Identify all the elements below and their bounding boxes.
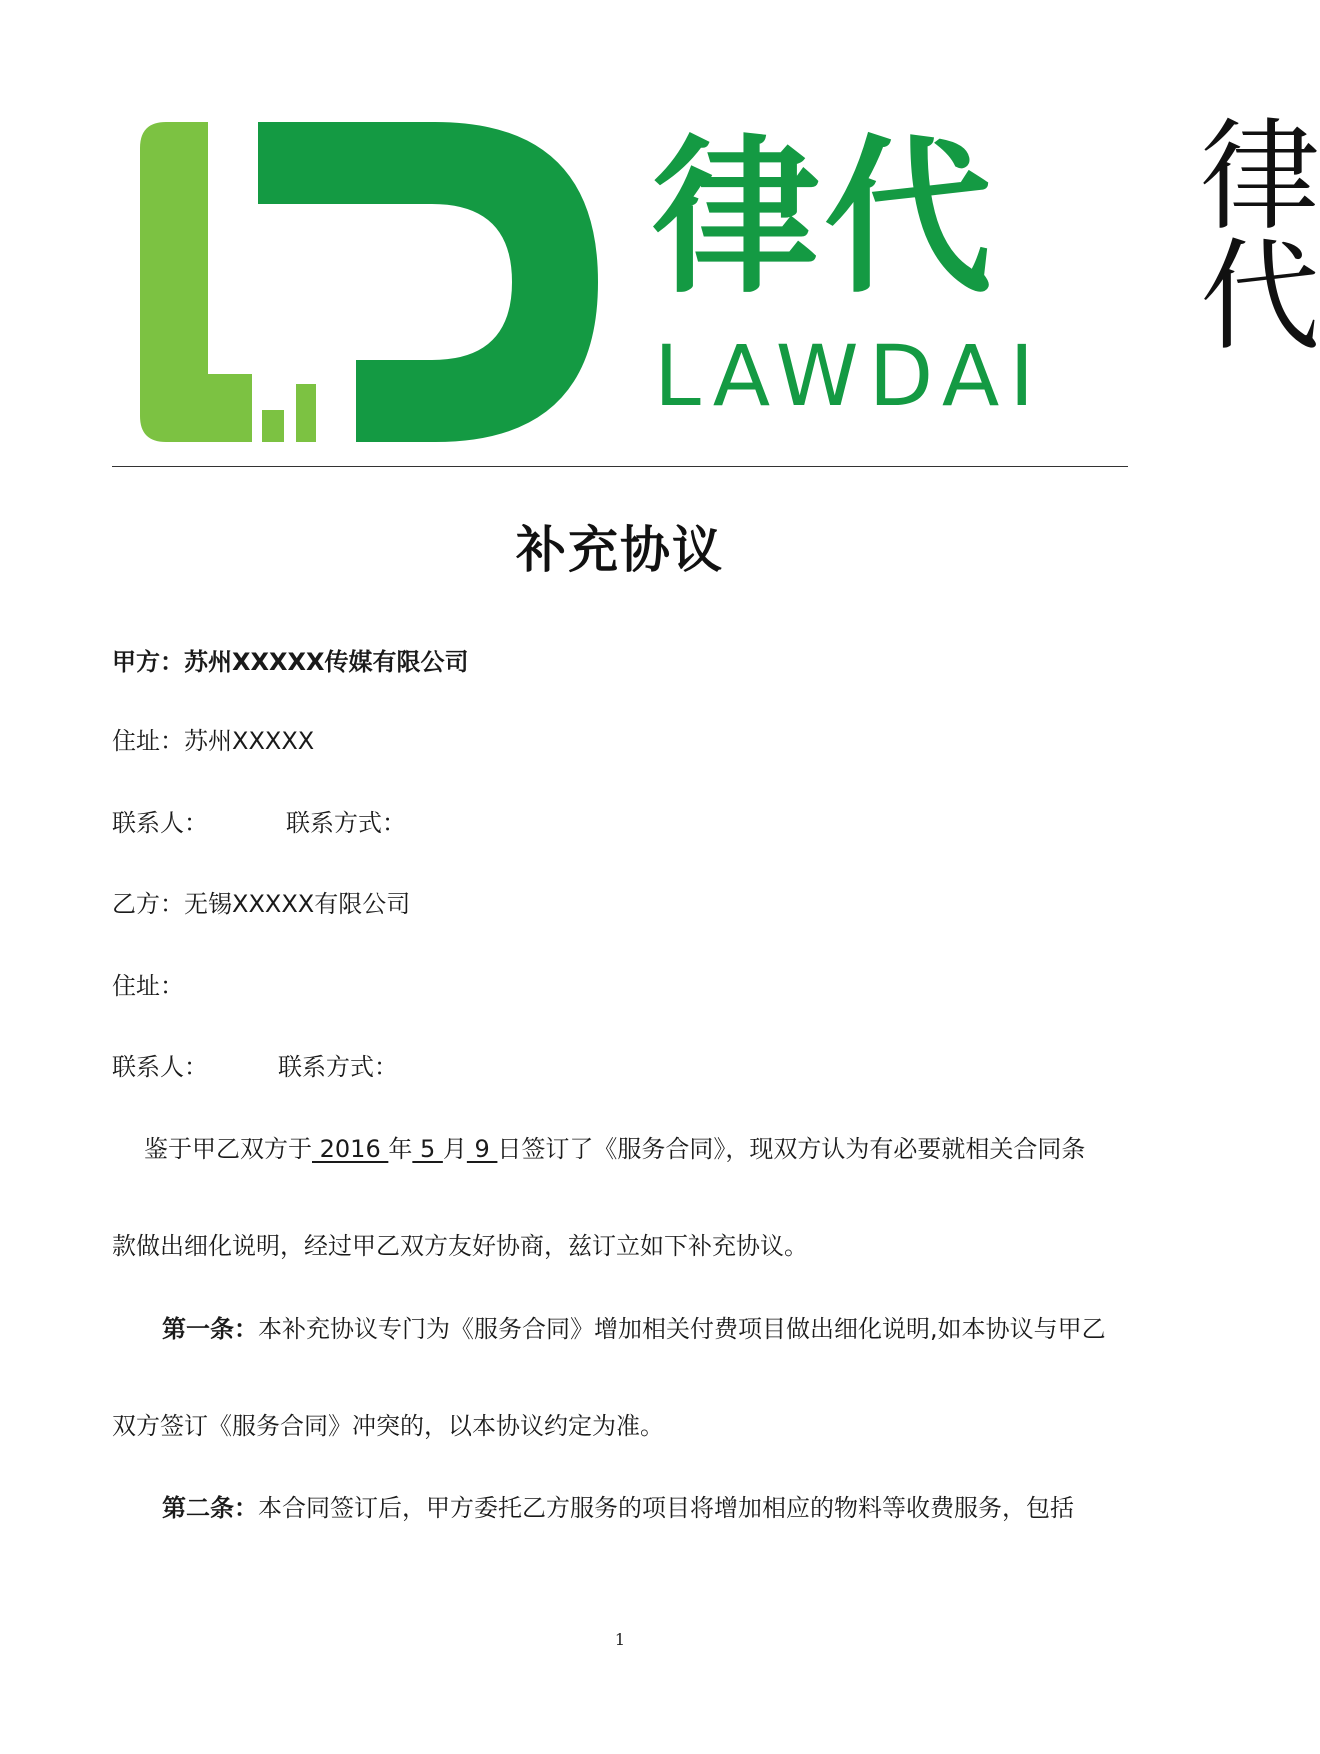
party-b-contact-row: [112, 1055, 398, 1079]
header-divider: [112, 466, 1128, 467]
intro-text-post: 日签订了《服务合同》，现双方认为有必要就相关合同条: [497, 1135, 1086, 1163]
article-2-text: 本合同签订后，甲方委托乙方服务的项目将增加相应的物料等收费服务，包括: [258, 1494, 1074, 1522]
party-b-contact-label: 联系人：: [112, 1053, 208, 1081]
intro-year: 2016: [312, 1135, 389, 1163]
intro-day: 9: [466, 1135, 498, 1163]
intro-text-pre: 鉴于甲乙双方于: [144, 1135, 312, 1163]
article-1-line-2: 双方签订《服务合同》冲突的，以本协议约定为准。: [112, 1412, 664, 1440]
party-a-contact-row: [112, 811, 406, 835]
page-number: 1: [614, 1630, 626, 1649]
ld-logo-mark: [140, 122, 600, 452]
intro-month: 5: [412, 1135, 443, 1163]
logo-clipped-glyphs: 律代: [1200, 108, 1320, 367]
article-2-line-1: [112, 1496, 1128, 1520]
article-1-line-1: [112, 1317, 1128, 1341]
logo-chinese-text: 律代: [652, 120, 996, 316]
logo-square-2: [296, 384, 316, 442]
logo-english-text: LAWDAI: [654, 327, 1045, 425]
logo-square-1: [262, 410, 284, 442]
party-a-contact-method-label: 联系方式：: [286, 809, 406, 837]
logo-clipped-text: [1192, 108, 1320, 448]
party-b-contact-method-label: 联系方式：: [278, 1053, 398, 1081]
intro-line-2: 款做出细化说明，经过甲乙双方友好协商，兹订立如下补充协议。: [112, 1232, 808, 1260]
document-title: 补充协议: [516, 521, 724, 579]
party-a-address: 住址：苏州XXXXX: [112, 727, 315, 755]
article-1-label: 第一条: [162, 1315, 234, 1343]
article-2-label: 第二条: [162, 1494, 234, 1522]
party-a-contact-label: 联系人：: [112, 809, 208, 837]
intro-year-label: 年: [388, 1135, 413, 1163]
intro-month-label: 月: [442, 1135, 467, 1163]
company-logo: [140, 122, 1140, 452]
article-1-text: 本补充协议专门为《服务合同》增加相关付费项目做出细化说明,如本协议与甲乙: [258, 1315, 1106, 1343]
intro-line-1: [112, 1137, 1128, 1161]
party-a-name: 甲方：苏州XXXXX传媒有限公司: [112, 648, 469, 676]
article-2-colon: ：: [234, 1494, 258, 1522]
logo-l-shape: [140, 122, 252, 442]
party-b-name: 乙方：无锡XXXXX有限公司: [112, 890, 411, 918]
article-1-colon: ：: [234, 1315, 258, 1343]
party-b-address: 住址：: [112, 972, 184, 1000]
